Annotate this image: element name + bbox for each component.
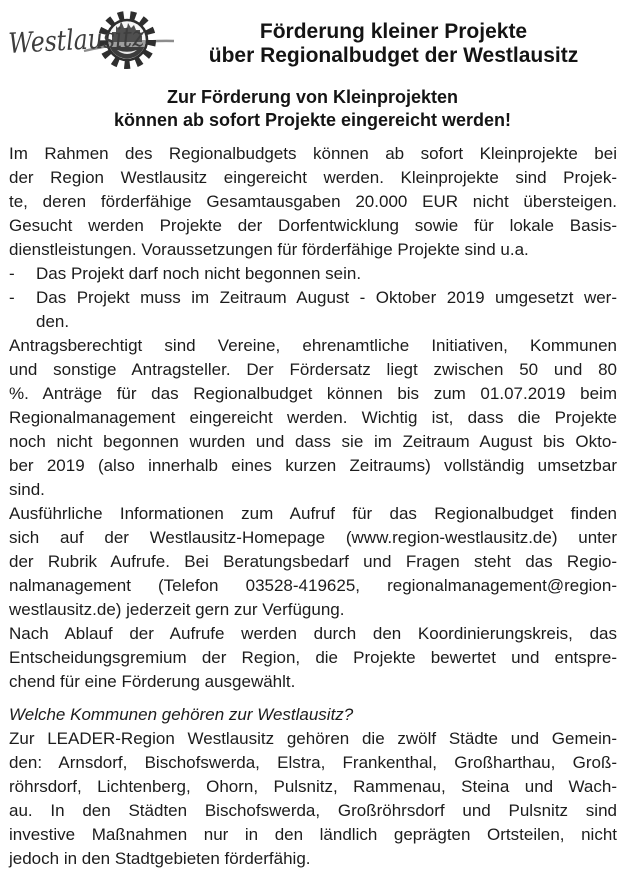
text-line: Das Projekt darf noch nicht begonnen sein. bbox=[36, 264, 362, 283]
text-line: Gesucht werden Projekte der Dorfentwicklung sowie für lokale Basis- bbox=[9, 216, 617, 235]
text-line: Das Projekt muss im Zeitraum August - Oktober 2019 umgesetzt wer- bbox=[36, 288, 617, 307]
text-line: nalmanagement (Telefon 03528-419625, regionalmanagement@region- bbox=[9, 576, 617, 595]
westlausitz-logo bbox=[8, 10, 176, 72]
information-paragraph bbox=[9, 502, 617, 622]
requirements-list bbox=[9, 262, 617, 334]
text-line: dienstleistungen. Voraussetzungen für förderfähige Projekte sind u.a. bbox=[9, 240, 529, 259]
text-line: chend für eine Förderung ausgewählt. bbox=[9, 672, 296, 691]
text-line: Ausführliche Informationen zum Aufruf für das Regionalbudget finden bbox=[9, 504, 617, 523]
communes-question-heading bbox=[9, 703, 617, 727]
subtitle-line-1: Zur Förderung von Kleinprojekten bbox=[166, 87, 458, 107]
title-line-2: über Regionalbudget der Westlausitz bbox=[208, 44, 579, 67]
selection-paragraph bbox=[9, 622, 617, 694]
text-line: Entscheidungsgremium der Region, die Projekte bewertet und entspre- bbox=[9, 648, 617, 667]
text-line: westlausitz.de) jederzeit gern zur Verfügung. bbox=[9, 600, 345, 619]
text-line: Im Rahmen des Regionalbudgets können ab sofort Kleinprojekte bei bbox=[9, 144, 617, 163]
text-line: und sonstige Antragsteller. Der Fördersatz liegt zwischen 50 und 80 bbox=[9, 360, 617, 379]
text-line: Antragsberechtigt sind Vereine, ehrenamtliche Initiativen, Kommunen bbox=[9, 336, 617, 355]
document-header bbox=[0, 0, 625, 72]
document-title bbox=[176, 20, 615, 68]
text-line: investive Maßnahmen nur in den ländlich geprägten Ortsteilen, nicht bbox=[9, 825, 617, 844]
text-line: den: Arnsdorf, Bischofswerda, Elstra, Frankenthal, Großharthau, Groß- bbox=[9, 753, 617, 772]
communes-paragraph bbox=[9, 727, 617, 871]
text-line: au. In den Städten Bischofswerda, Großröhrsdorf und Pulsnitz sind bbox=[9, 801, 617, 820]
text-line: der Rubrik Aufrufe. Bei Beratungsbedarf und Fragen steht das Regio- bbox=[9, 552, 617, 571]
logo-graphic bbox=[8, 10, 176, 72]
bullet-text bbox=[36, 262, 617, 286]
list-item bbox=[9, 262, 617, 286]
bullet-dash: - bbox=[9, 264, 15, 283]
title-line-1: Förderung kleiner Projekte bbox=[259, 20, 528, 43]
text-line: sind. bbox=[9, 480, 45, 499]
text-line: noch nicht begonnen wurden und dass sie im Zeitraum August bis Okto- bbox=[9, 432, 617, 451]
text-line: sich auf der Westlausitz-Homepage (www.region-westlausitz.de) unter bbox=[9, 528, 617, 547]
text-line: Welche Kommunen gehören zur Westlausitz? bbox=[9, 705, 354, 724]
text-line: ber 2019 (also innerhalb eines kurzen Zeitraums) vollständig umsetzbar bbox=[9, 456, 617, 475]
text-line: Nach Ablauf der Aufrufe werden durch den Koordinierungskreis, das bbox=[9, 624, 617, 643]
text-line: den. bbox=[36, 312, 70, 331]
intro-paragraph bbox=[9, 142, 617, 262]
announcement-subtitle bbox=[0, 86, 625, 132]
bullet-dash: - bbox=[9, 288, 15, 307]
text-line: jedoch in den Stadtgebieten förderfähig. bbox=[9, 849, 311, 868]
logo-script-text: Westlausitz bbox=[8, 18, 171, 60]
eligibility-paragraph bbox=[9, 334, 617, 502]
text-line: %. Anträge für das Regionalbudget können bis zum 01.07.2019 beim bbox=[9, 384, 617, 403]
bullet-text bbox=[36, 286, 617, 334]
text-line: Zur LEADER-Region Westlausitz gehören die zwölf Städte und Gemein- bbox=[9, 729, 617, 748]
text-line: der Region Westlausitz eingereicht werden. Kleinprojekte sind Projek- bbox=[9, 168, 617, 187]
text-line: Regionalmanagement eingereicht werden. Wichtig ist, dass die Projekte bbox=[9, 408, 617, 427]
list-item bbox=[9, 286, 617, 334]
subtitle-line-2: können ab sofort Projekte eingereicht werden! bbox=[113, 110, 512, 130]
document-body bbox=[9, 142, 617, 871]
text-line: röhrsdorf, Lichtenberg, Ohorn, Pulsnitz, Rammenau, Steina und Wach- bbox=[9, 777, 617, 796]
text-line: te, deren förderfähige Gesamtausgaben 20.000 EUR nicht übersteigen. bbox=[9, 192, 617, 211]
